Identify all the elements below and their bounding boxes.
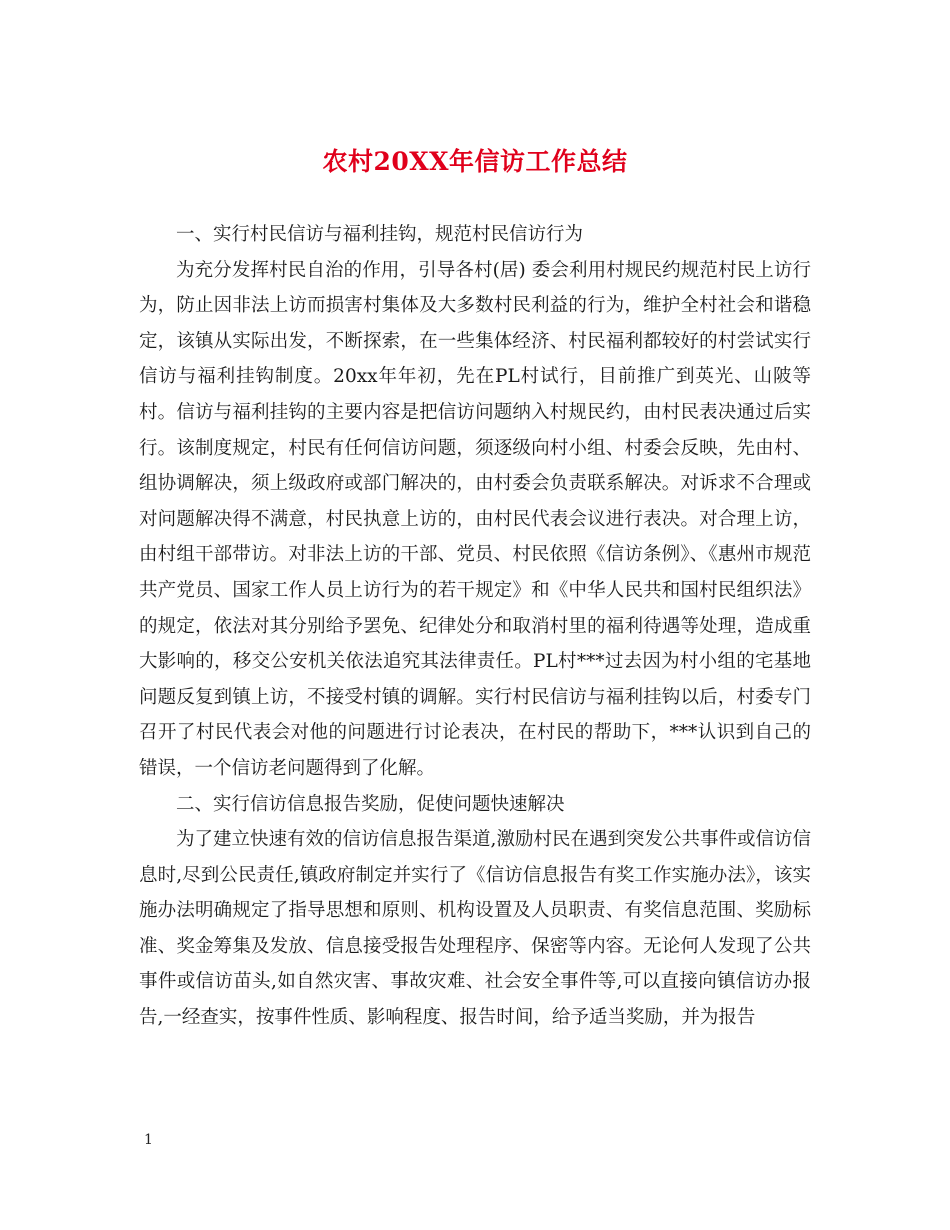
section-heading-2: 二、实行信访信息报告奖励，促使问题快速解决 xyxy=(176,793,565,815)
body-paragraph-2: 为了建立快速有效的信访信息报告渠道,激励村民在遇到突发公共事件或信访信息时,尽到公民责任,镇政府制定并实行了《信访信息报告有奖工作实施办法》，该实施办法明确规定了指导思想和原则、机构设置及人员职责、有奖信息范围、奖励标准、奖金筹集及发放、信息接受报告处理程序、保密等内容。无论何人发现了公共事件或信访苗头,如自然灾害、事故灾难、社会安全事件等,可以直接向镇信访办报告,一经查实，按事件性质、影响程度、报告时间，给予适当奖励，并为报告 xyxy=(139,829,811,1029)
section-heading-1: 一、实行村民信访与福利挂钩，规范村民信访行为 xyxy=(176,224,584,245)
document-title: 农村20XX年信访工作总结 xyxy=(322,147,628,176)
document-body xyxy=(139,217,811,1036)
body-paragraph-1: 为充分发挥村民自治的作用，引导各村(居) 委会利用村规民约规范村民上访行为，防止因非法上访而损害村集体及大多数村民利益的行为，维护全村社会和谐稳定，该镇从实际出发，不断探索，在一些集体经济、村民福利都较好的村尝试实行信访与福利挂钩制度。20xx年年初，先在PL村试行，目前推广到英光、山陂等村。信访与福利挂钩的主要内容是把信访问题纳入村规民约，由村民表决通过后实行。该制度规定，村民有任何信访问题，须逐级向村小组、村委会反映，先由村、组协调解决，须上级政府或部门解决的，由村委会负责联系解决。对诉求不合理或对问题解决得不满意，村民执意上访的，由村民代表会议进行表决。对合理上访，由村组干部带访。对非法上访的干部、党员、村民依照《信访条例》、《惠州市规范共产党员、国家工作人员上访行为的若干规定》和《中华人民共和国村民组织法》的规定，依法对其分别给予罢免、纪律处分和取消村里的福利待遇等处理，造成重大影响的，移交公安机关依法追究其法律责任。PL村***过去因为村小组的宅基地问题反复到镇上访，不接受村镇的调解。实行村民信访与福利挂钩以后，村委专门召开了村民代表会对他的问题进行讨论表决，在村民的帮助下，***认识到自己的错误，一个信访老问题得到了化解。 xyxy=(139,259,811,779)
page-number: 1 xyxy=(144,1132,153,1148)
